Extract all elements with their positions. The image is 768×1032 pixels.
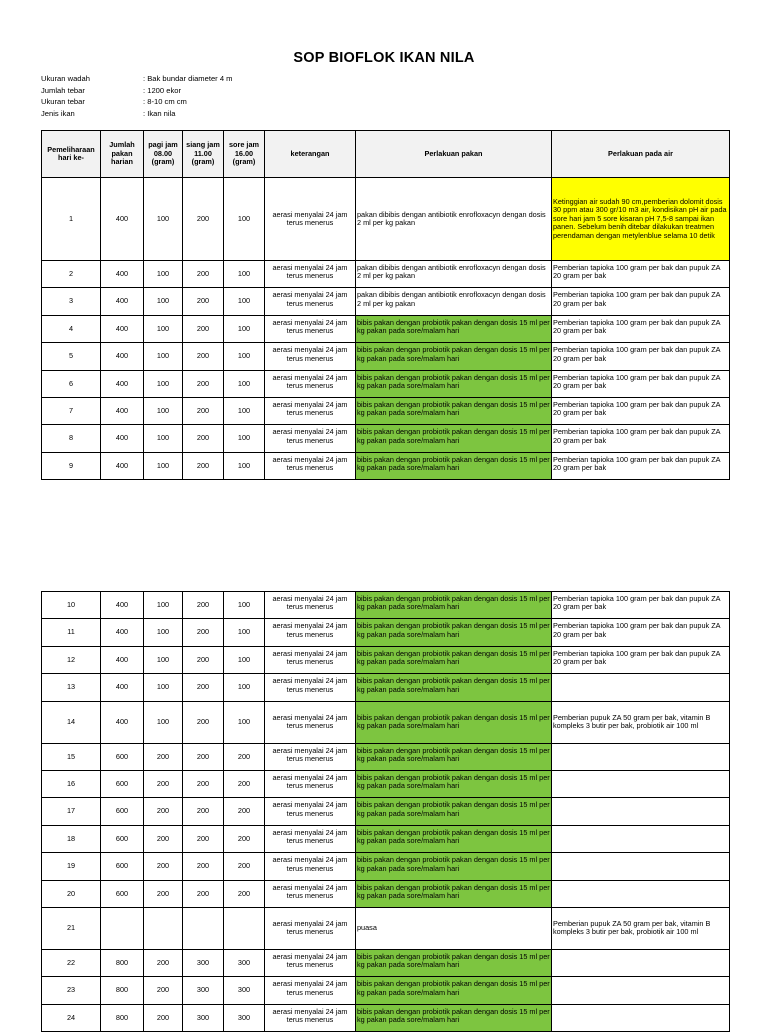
cell-jumlah-pakan: 400 <box>101 425 144 452</box>
cell-sore: 200 <box>224 880 265 907</box>
cell-siang: 200 <box>183 674 224 701</box>
cell-keterangan: aerasi menyalai 24 jam terus menerus <box>265 907 356 949</box>
info-row-jenis-ikan <box>41 108 232 120</box>
cell-jumlah-pakan: 800 <box>101 1004 144 1031</box>
info-row-ukuran-wadah <box>41 73 232 85</box>
table-row <box>42 949 730 976</box>
cell-perlakuan-pakan: puasa <box>356 907 552 949</box>
header-keterangan: keterangan <box>265 131 356 178</box>
cell-jumlah-pakan: 600 <box>101 880 144 907</box>
cell-siang: 200 <box>183 880 224 907</box>
cell-perlakuan-air <box>552 770 730 797</box>
cell-sore: 100 <box>224 343 265 370</box>
cell-keterangan: aerasi menyalai 24 jam terus menerus <box>265 397 356 424</box>
cell-perlakuan-pakan: bibis pakan dengan probiotik pakan dengan dosis 15 ml per kg pakan pada sore/malam hari <box>356 798 552 825</box>
cell-pagi: 200 <box>144 949 183 976</box>
cell-sore: 100 <box>224 261 265 288</box>
cell-perlakuan-pakan: bibis pakan dengan probiotik pakan dengan dosis 15 ml per kg pakan pada sore/malam hari <box>356 315 552 342</box>
info-label: Jumlah tebar <box>41 85 85 95</box>
cell-siang: 200 <box>183 646 224 673</box>
cell-keterangan: aerasi menyalai 24 jam terus menerus <box>265 770 356 797</box>
cell-jumlah-pakan: 600 <box>101 798 144 825</box>
cell-perlakuan-air: Pemberian tapioka 100 gram per bak dan pupuk ZA 20 gram per bak <box>552 592 730 619</box>
cell-perlakuan-pakan: bibis pakan dengan probiotik pakan dengan dosis 15 ml per kg pakan pada sore/malam hari <box>356 397 552 424</box>
cell-perlakuan-air: Pemberian tapioka 100 gram per bak dan pupuk ZA 20 gram per bak <box>552 452 730 479</box>
cell-perlakuan-air: Pemberian tapioka 100 gram per bak dan pupuk ZA 20 gram per bak <box>552 619 730 646</box>
cell-jumlah-pakan: 600 <box>101 770 144 797</box>
cell-jumlah-pakan: 400 <box>101 261 144 288</box>
table-row <box>42 853 730 880</box>
cell-keterangan: aerasi menyalai 24 jam terus menerus <box>265 343 356 370</box>
cell-sore: 100 <box>224 397 265 424</box>
cell-sore: 200 <box>224 743 265 770</box>
cell-perlakuan-pakan: bibis pakan dengan probiotik pakan dengan dosis 15 ml per kg pakan pada sore/malam hari <box>356 646 552 673</box>
cell-keterangan: aerasi menyalai 24 jam terus menerus <box>265 1004 356 1031</box>
cell-keterangan: aerasi menyalai 24 jam terus menerus <box>265 853 356 880</box>
cell-hari: 21 <box>42 907 101 949</box>
cell-siang: 200 <box>183 397 224 424</box>
cell-jumlah-pakan: 400 <box>101 592 144 619</box>
cell-perlakuan-pakan: bibis pakan dengan probiotik pakan dengan dosis 15 ml per kg pakan pada sore/malam hari <box>356 825 552 852</box>
info-row-ukuran-tebar <box>41 96 232 108</box>
info-row-jumlah-tebar <box>41 85 232 97</box>
cell-pagi: 200 <box>144 880 183 907</box>
cell-siang <box>183 907 224 949</box>
cell-perlakuan-air: Pemberian pupuk ZA 50 gram per bak, vitamin B kompleks 3 butir per bak, probiotik air 100 ml <box>552 701 730 743</box>
cell-siang: 200 <box>183 425 224 452</box>
cell-pagi: 100 <box>144 315 183 342</box>
cell-siang: 300 <box>183 949 224 976</box>
cell-hari: 23 <box>42 977 101 1004</box>
cell-pagi: 200 <box>144 798 183 825</box>
cell-sore: 200 <box>224 825 265 852</box>
info-label: Jenis ikan <box>41 109 75 119</box>
table-row <box>42 770 730 797</box>
cell-hari: 12 <box>42 646 101 673</box>
table-row <box>42 343 730 370</box>
cell-perlakuan-air: Pemberian pupuk ZA 50 gram per bak, vitamin B kompleks 3 butir per bak, probiotik air 100 ml <box>552 907 730 949</box>
cell-perlakuan-pakan: bibis pakan dengan probiotik pakan dengan dosis 15 ml per kg pakan pada sore/malam hari <box>356 452 552 479</box>
cell-perlakuan-pakan: bibis pakan dengan probiotik pakan dengan dosis 15 ml per kg pakan pada sore/malam hari <box>356 977 552 1004</box>
cell-hari: 20 <box>42 880 101 907</box>
info-value: : 8-10 cm cm <box>143 97 187 107</box>
header-perlakuan-air: Perlakuan pada air <box>552 131 730 178</box>
cell-sore: 300 <box>224 949 265 976</box>
cell-hari: 19 <box>42 853 101 880</box>
cell-hari: 18 <box>42 825 101 852</box>
cell-perlakuan-air <box>552 977 730 1004</box>
cell-hari: 14 <box>42 701 101 743</box>
header-siang: siang jam 11.00 (gram) <box>183 131 224 178</box>
table-row <box>42 701 730 743</box>
cell-keterangan: aerasi menyalai 24 jam terus menerus <box>265 178 356 261</box>
cell-pagi: 200 <box>144 770 183 797</box>
table-row <box>42 907 730 949</box>
cell-perlakuan-air: Pemberian tapioka 100 gram per bak dan pupuk ZA 20 gram per bak <box>552 646 730 673</box>
cell-keterangan: aerasi menyalai 24 jam terus menerus <box>265 592 356 619</box>
cell-pagi: 100 <box>144 646 183 673</box>
cell-jumlah-pakan: 800 <box>101 977 144 1004</box>
cell-hari: 2 <box>42 261 101 288</box>
table-row <box>42 288 730 315</box>
cell-hari: 22 <box>42 949 101 976</box>
table-row <box>42 452 730 479</box>
cell-pagi: 100 <box>144 701 183 743</box>
cell-sore: 100 <box>224 315 265 342</box>
cell-keterangan: aerasi menyalai 24 jam terus menerus <box>265 315 356 342</box>
page-title: SOP BIOFLOK IKAN NILA <box>293 50 475 66</box>
cell-keterangan: aerasi menyalai 24 jam terus menerus <box>265 880 356 907</box>
cell-perlakuan-air <box>552 880 730 907</box>
cell-siang: 200 <box>183 288 224 315</box>
cell-jumlah-pakan: 400 <box>101 397 144 424</box>
cell-jumlah-pakan: 400 <box>101 178 144 261</box>
cell-hari: 5 <box>42 343 101 370</box>
cell-perlakuan-pakan: bibis pakan dengan probiotik pakan dengan dosis 15 ml per kg pakan pada sore/malam hari <box>356 425 552 452</box>
cell-jumlah-pakan: 600 <box>101 743 144 770</box>
cell-sore: 100 <box>224 370 265 397</box>
cell-siang: 200 <box>183 770 224 797</box>
info-value: : Ikan nila <box>143 109 176 119</box>
cell-pagi: 200 <box>144 743 183 770</box>
cell-keterangan: aerasi menyalai 24 jam terus menerus <box>265 370 356 397</box>
cell-sore <box>224 907 265 949</box>
cell-perlakuan-air: Pemberian tapioka 100 gram per bak dan pupuk ZA 20 gram per bak <box>552 261 730 288</box>
cell-sore: 200 <box>224 853 265 880</box>
cell-perlakuan-air: Pemberian tapioka 100 gram per bak dan pupuk ZA 20 gram per bak <box>552 315 730 342</box>
table-row <box>42 425 730 452</box>
cell-perlakuan-air: Pemberian tapioka 100 gram per bak dan pupuk ZA 20 gram per bak <box>552 370 730 397</box>
cell-hari: 6 <box>42 370 101 397</box>
cell-keterangan: aerasi menyalai 24 jam terus menerus <box>265 825 356 852</box>
header-jumlah: Jumlah pakan harian <box>101 131 144 178</box>
cell-perlakuan-air <box>552 743 730 770</box>
cell-hari: 24 <box>42 1004 101 1031</box>
cell-keterangan: aerasi menyalai 24 jam terus menerus <box>265 425 356 452</box>
cell-perlakuan-pakan: bibis pakan dengan probiotik pakan dengan dosis 15 ml per kg pakan pada sore/malam hari <box>356 880 552 907</box>
cell-jumlah-pakan: 400 <box>101 370 144 397</box>
info-value: : Bak bundar diameter 4 m <box>143 74 233 83</box>
cell-keterangan: aerasi menyalai 24 jam terus menerus <box>265 743 356 770</box>
cell-perlakuan-air <box>552 1004 730 1031</box>
cell-siang: 200 <box>183 315 224 342</box>
cell-hari: 1 <box>42 178 101 261</box>
cell-perlakuan-pakan: bibis pakan dengan probiotik pakan dengan dosis 15 ml per kg pakan pada sore/malam hari <box>356 701 552 743</box>
cell-hari: 17 <box>42 798 101 825</box>
cell-siang: 200 <box>183 261 224 288</box>
cell-perlakuan-pakan: bibis pakan dengan probiotik pakan dengan dosis 15 ml per kg pakan pada sore/malam hari <box>356 592 552 619</box>
cell-siang: 200 <box>183 178 224 261</box>
table-row <box>42 880 730 907</box>
cell-keterangan: aerasi menyalai 24 jam terus menerus <box>265 452 356 479</box>
cell-perlakuan-pakan: bibis pakan dengan probiotik pakan dengan dosis 15 ml per kg pakan pada sore/malam hari <box>356 674 552 701</box>
cell-keterangan: aerasi menyalai 24 jam terus menerus <box>265 261 356 288</box>
cell-pagi <box>144 907 183 949</box>
cell-perlakuan-air: Pemberian tapioka 100 gram per bak dan pupuk ZA 20 gram per bak <box>552 397 730 424</box>
table-row <box>42 370 730 397</box>
cell-pagi: 100 <box>144 452 183 479</box>
cell-perlakuan-air: Pemberian tapioka 100 gram per bak dan pupuk ZA 20 gram per bak <box>552 343 730 370</box>
cell-jumlah-pakan: 400 <box>101 674 144 701</box>
cell-jumlah-pakan: 400 <box>101 701 144 743</box>
cell-perlakuan-air <box>552 674 730 701</box>
table-row <box>42 646 730 673</box>
cell-sore: 100 <box>224 674 265 701</box>
cell-jumlah-pakan: 800 <box>101 949 144 976</box>
table-row <box>42 1004 730 1031</box>
cell-perlakuan-pakan: bibis pakan dengan probiotik pakan dengan dosis 15 ml per kg pakan pada sore/malam hari <box>356 770 552 797</box>
cell-sore: 100 <box>224 425 265 452</box>
cell-keterangan: aerasi menyalai 24 jam terus menerus <box>265 977 356 1004</box>
cell-siang: 200 <box>183 452 224 479</box>
header-sore: sore jam 16.00 (gram) <box>224 131 265 178</box>
cell-sore: 300 <box>224 1004 265 1031</box>
cell-perlakuan-pakan: bibis pakan dengan probiotik pakan dengan dosis 15 ml per kg pakan pada sore/malam hari <box>356 1004 552 1031</box>
cell-perlakuan-pakan: pakan dibibis dengan antibiotik enrofloxacyn dengan dosis 2 ml per kg pakan <box>356 288 552 315</box>
cell-pagi: 200 <box>144 825 183 852</box>
cell-pagi: 100 <box>144 674 183 701</box>
sop-table-part-2 <box>41 591 730 1032</box>
cell-hari: 4 <box>42 315 101 342</box>
cell-hari: 7 <box>42 397 101 424</box>
table-row <box>42 315 730 342</box>
cell-keterangan: aerasi menyalai 24 jam terus menerus <box>265 701 356 743</box>
cell-hari: 3 <box>42 288 101 315</box>
cell-siang: 200 <box>183 825 224 852</box>
cell-sore: 100 <box>224 452 265 479</box>
cell-pagi: 100 <box>144 343 183 370</box>
cell-sore: 100 <box>224 288 265 315</box>
cell-hari: 8 <box>42 425 101 452</box>
cell-pagi: 100 <box>144 619 183 646</box>
cell-perlakuan-pakan: pakan dibibis dengan antibiotik enrofloxacyn dengan dosis 2 ml per kg pakan <box>356 178 552 261</box>
cell-pagi: 100 <box>144 288 183 315</box>
cell-perlakuan-air <box>552 798 730 825</box>
cell-pagi: 200 <box>144 977 183 1004</box>
cell-sore: 200 <box>224 798 265 825</box>
cell-perlakuan-pakan: bibis pakan dengan probiotik pakan dengan dosis 15 ml per kg pakan pada sore/malam hari <box>356 619 552 646</box>
cell-siang: 200 <box>183 743 224 770</box>
cell-hari: 10 <box>42 592 101 619</box>
cell-siang: 200 <box>183 343 224 370</box>
cell-siang: 200 <box>183 370 224 397</box>
cell-hari: 11 <box>42 619 101 646</box>
cell-hari: 9 <box>42 452 101 479</box>
cell-sore: 100 <box>224 178 265 261</box>
cell-hari: 13 <box>42 674 101 701</box>
cell-pagi: 200 <box>144 853 183 880</box>
cell-perlakuan-pakan: bibis pakan dengan probiotik pakan dengan dosis 15 ml per kg pakan pada sore/malam hari <box>356 343 552 370</box>
cell-perlakuan-pakan: bibis pakan dengan probiotik pakan dengan dosis 15 ml per kg pakan pada sore/malam hari <box>356 949 552 976</box>
cell-sore: 100 <box>224 619 265 646</box>
cell-sore: 200 <box>224 770 265 797</box>
table-row <box>42 592 730 619</box>
cell-siang: 200 <box>183 619 224 646</box>
table-row <box>42 178 730 261</box>
cell-perlakuan-air <box>552 825 730 852</box>
cell-keterangan: aerasi menyalai 24 jam terus menerus <box>265 619 356 646</box>
table-row <box>42 261 730 288</box>
cell-pagi: 100 <box>144 261 183 288</box>
cell-sore: 300 <box>224 977 265 1004</box>
cell-pagi: 200 <box>144 1004 183 1031</box>
cell-jumlah-pakan: 400 <box>101 288 144 315</box>
cell-siang: 200 <box>183 701 224 743</box>
cell-perlakuan-pakan: bibis pakan dengan probiotik pakan dengan dosis 15 ml per kg pakan pada sore/malam hari <box>356 743 552 770</box>
cell-pagi: 100 <box>144 592 183 619</box>
cell-perlakuan-pakan: bibis pakan dengan probiotik pakan dengan dosis 15 ml per kg pakan pada sore/malam hari <box>356 370 552 397</box>
cell-perlakuan-air: Pemberian tapioka 100 gram per bak dan pupuk ZA 20 gram per bak <box>552 288 730 315</box>
cell-pagi: 100 <box>144 370 183 397</box>
cell-jumlah-pakan: 600 <box>101 853 144 880</box>
cell-keterangan: aerasi menyalai 24 jam terus menerus <box>265 798 356 825</box>
cell-perlakuan-air: Ketinggian air sudah 90 cm,pemberian dolomit dosis 30 ppm atau 300 gr/10 m3 air, kondisikan pH air pada sore hari jam 5 sore kisaran pH 7,5-8 sampai ikan panen. Sebelum benih ditebar dilakukan treatmen perendaman dengan metylenblue selama 10 detik <box>552 178 730 261</box>
info-block <box>41 73 232 120</box>
cell-pagi: 100 <box>144 178 183 261</box>
table-row <box>42 743 730 770</box>
cell-siang: 200 <box>183 592 224 619</box>
table-row <box>42 977 730 1004</box>
cell-perlakuan-pakan: bibis pakan dengan probiotik pakan dengan dosis 15 ml per kg pakan pada sore/malam hari <box>356 853 552 880</box>
table-row <box>42 397 730 424</box>
header-pagi: pagi jam 08.00 (gram) <box>144 131 183 178</box>
cell-sore: 100 <box>224 701 265 743</box>
cell-hari: 15 <box>42 743 101 770</box>
cell-perlakuan-pakan: pakan dibibis dengan antibiotik enrofloxacyn dengan dosis 2 ml per kg pakan <box>356 261 552 288</box>
info-value: : 1200 ekor <box>143 85 181 95</box>
header-hari: Pemeliharaan hari ke- <box>42 131 101 178</box>
cell-siang: 300 <box>183 1004 224 1031</box>
cell-sore: 100 <box>224 592 265 619</box>
cell-jumlah-pakan <box>101 907 144 949</box>
cell-hari: 16 <box>42 770 101 797</box>
cell-siang: 200 <box>183 853 224 880</box>
info-label: Ukuran wadah <box>41 74 90 83</box>
cell-jumlah-pakan: 400 <box>101 343 144 370</box>
cell-pagi: 100 <box>144 397 183 424</box>
table-row <box>42 825 730 852</box>
cell-keterangan: aerasi menyalai 24 jam terus menerus <box>265 674 356 701</box>
cell-keterangan: aerasi menyalai 24 jam terus menerus <box>265 646 356 673</box>
cell-jumlah-pakan: 400 <box>101 315 144 342</box>
cell-perlakuan-air <box>552 853 730 880</box>
cell-jumlah-pakan: 600 <box>101 825 144 852</box>
cell-siang: 200 <box>183 798 224 825</box>
cell-keterangan: aerasi menyalai 24 jam terus menerus <box>265 949 356 976</box>
cell-perlakuan-air: Pemberian tapioka 100 gram per bak dan pupuk ZA 20 gram per bak <box>552 425 730 452</box>
header-perlakuan-pakan: Perlakuan pakan <box>356 131 552 178</box>
cell-pagi: 100 <box>144 425 183 452</box>
cell-jumlah-pakan: 400 <box>101 646 144 673</box>
table-row <box>42 674 730 701</box>
table-row <box>42 619 730 646</box>
cell-jumlah-pakan: 400 <box>101 619 144 646</box>
cell-keterangan: aerasi menyalai 24 jam terus menerus <box>265 288 356 315</box>
table-row <box>42 798 730 825</box>
cell-perlakuan-air <box>552 949 730 976</box>
sop-table-part-1 <box>41 130 730 480</box>
cell-jumlah-pakan: 400 <box>101 452 144 479</box>
info-label: Ukuran tebar <box>41 97 85 107</box>
cell-siang: 300 <box>183 977 224 1004</box>
cell-sore: 100 <box>224 646 265 673</box>
